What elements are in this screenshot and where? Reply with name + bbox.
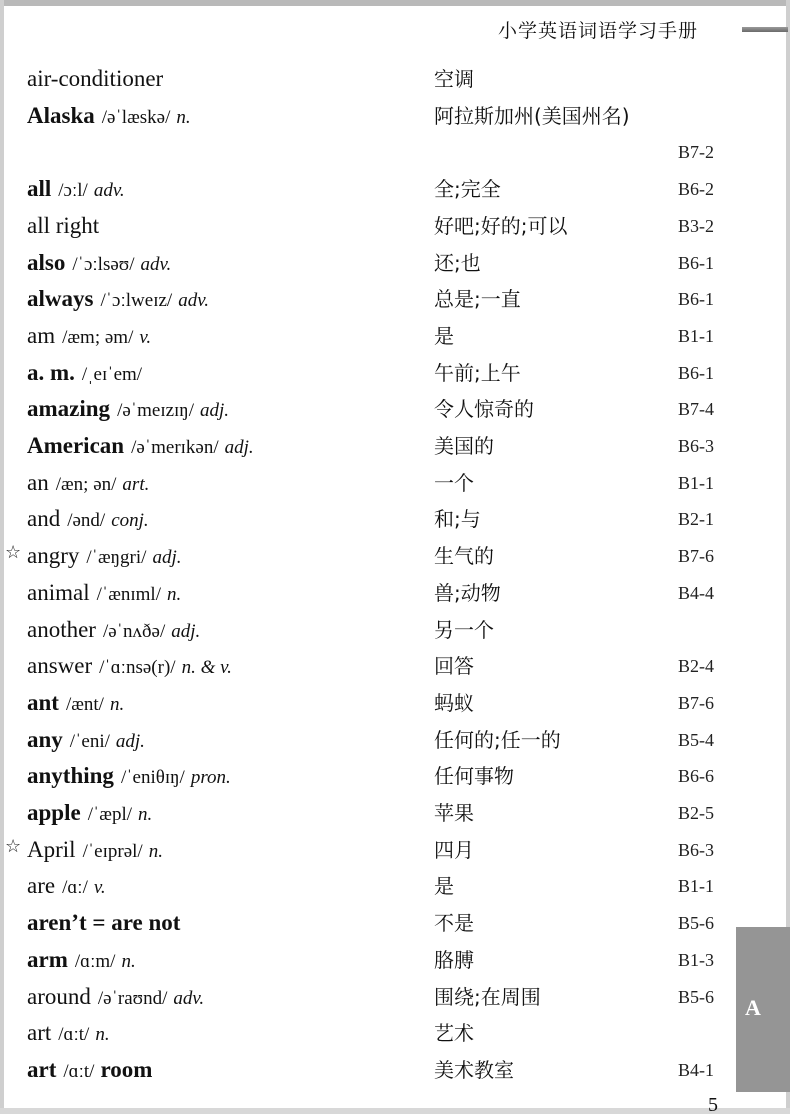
vocab-entry-row bbox=[0, 392, 790, 428]
chinese-meaning: 苹果 bbox=[434, 801, 474, 825]
entry-word-group bbox=[27, 613, 200, 649]
part-of-speech: n. bbox=[138, 804, 153, 825]
chinese-meaning: 胳膊 bbox=[434, 947, 474, 972]
chinese-meaning: 全;完全 bbox=[434, 177, 501, 202]
unit-reference: B5-4 bbox=[678, 729, 714, 750]
headword: angry bbox=[27, 543, 80, 569]
unit-reference: B1-1 bbox=[678, 325, 714, 346]
chinese-meaning: 美国的 bbox=[434, 434, 494, 458]
vocab-entry-row bbox=[0, 723, 790, 759]
vocab-entry-row bbox=[0, 906, 790, 942]
unit-reference: B7-4 bbox=[678, 399, 714, 420]
entry-word-group bbox=[27, 759, 231, 795]
chinese-meaning: 四月 bbox=[434, 837, 474, 862]
headword: are bbox=[27, 873, 56, 899]
headword: amazing bbox=[27, 396, 111, 422]
vocab-entry-row bbox=[0, 429, 790, 465]
part-of-speech: adj. bbox=[224, 437, 254, 458]
chinese-meaning: 午前;上午 bbox=[434, 360, 521, 385]
unit-reference: B6-1 bbox=[678, 252, 714, 273]
headword: air-conditioner bbox=[27, 66, 164, 91]
part-of-speech: n. bbox=[176, 106, 191, 128]
part-of-speech: adv. bbox=[173, 987, 205, 1009]
vocab-entry-row bbox=[0, 172, 790, 208]
headword: apple bbox=[27, 800, 81, 825]
phonetic-transcription: /ˈɔːlweɪz/ bbox=[100, 290, 173, 312]
vocab-entry-row bbox=[0, 246, 790, 282]
entry-word-group bbox=[27, 319, 151, 355]
phonetic-transcription: /ˈɔːlsəʊ/ bbox=[72, 253, 135, 275]
chinese-meaning: 不是 bbox=[434, 911, 474, 936]
phonetic-transcription: /æn; ən/ bbox=[55, 473, 117, 495]
phonetic-transcription: /ˈæpl/ bbox=[87, 804, 133, 825]
vocab-entry-row bbox=[0, 943, 790, 979]
headword: aren’t = are not bbox=[27, 910, 181, 936]
phonetic-transcription: /ɑːt/ bbox=[58, 1024, 90, 1046]
headword: any bbox=[27, 726, 63, 752]
phonetic-transcription: /ɑːt/ bbox=[63, 1060, 95, 1082]
vocab-entry-row bbox=[0, 1016, 790, 1052]
entry-word-group bbox=[27, 246, 171, 282]
chinese-meaning: 空调 bbox=[434, 67, 474, 91]
part-of-speech: adj. bbox=[152, 547, 182, 569]
phonetic-transcription: /əˈlæskə/ bbox=[101, 106, 171, 128]
unit-reference: B6-2 bbox=[678, 179, 714, 200]
chinese-meaning: 是 bbox=[434, 323, 454, 348]
phonetic-transcription: /əˈnʌðə/ bbox=[102, 620, 166, 642]
vocab-entry-row bbox=[0, 759, 790, 795]
part-of-speech: art. bbox=[122, 473, 150, 495]
vocab-entry-row bbox=[0, 649, 790, 685]
chinese-meaning: 阿拉斯加州(美国州名) bbox=[434, 103, 630, 128]
part-of-speech: adj. bbox=[199, 400, 230, 422]
phonetic-transcription: /ˈeniθɪŋ/ bbox=[120, 767, 185, 789]
part-of-speech: adv. bbox=[93, 180, 125, 202]
chinese-meaning: 令人惊奇的 bbox=[434, 397, 534, 422]
headword: Alaska bbox=[27, 102, 95, 128]
chinese-meaning: 另一个 bbox=[434, 617, 494, 642]
part-of-speech: adj. bbox=[171, 620, 201, 642]
part-of-speech: room bbox=[100, 1056, 153, 1082]
unit-reference: B4-1 bbox=[678, 1059, 714, 1080]
headword: and bbox=[27, 506, 61, 532]
headword: art bbox=[27, 1020, 52, 1046]
phonetic-transcription: /ɔːl/ bbox=[58, 180, 88, 202]
headword: anything bbox=[27, 763, 114, 789]
chinese-meaning: 蚂蚁 bbox=[434, 690, 474, 715]
unit-reference: B1-1 bbox=[678, 472, 714, 493]
chinese-meaning: 还;也 bbox=[434, 250, 481, 275]
vocab-entry-row bbox=[0, 209, 790, 245]
vocab-entry-row bbox=[0, 356, 790, 392]
chinese-meaning: 一个 bbox=[434, 470, 474, 495]
entry-word-group bbox=[27, 576, 181, 612]
part-of-speech: n. & v. bbox=[181, 657, 232, 679]
part-of-speech: v. bbox=[139, 326, 152, 348]
phonetic-transcription: /ɑː/ bbox=[62, 877, 88, 899]
part-of-speech: n. bbox=[167, 583, 182, 605]
chinese-meaning: 和;与 bbox=[434, 507, 481, 532]
headword: all bbox=[27, 176, 52, 202]
entry-word-group bbox=[27, 502, 149, 538]
headword: April bbox=[27, 836, 76, 862]
entry-word-group bbox=[27, 466, 149, 502]
phonetic-transcription: /ɑːm/ bbox=[74, 950, 116, 972]
chinese-meaning: 任何事物 bbox=[434, 764, 514, 789]
vocab-entry-row bbox=[0, 869, 790, 905]
entry-word-group bbox=[27, 539, 181, 575]
headword: an bbox=[27, 469, 49, 495]
headword: a. m. bbox=[27, 359, 75, 385]
phonetic-transcription: /ˈænɪml/ bbox=[96, 583, 161, 605]
part-of-speech: adv. bbox=[140, 253, 172, 275]
running-header-title: 小学英语词语学习手册 bbox=[498, 20, 699, 42]
vocab-entry-row bbox=[0, 796, 790, 832]
entry-word-group bbox=[27, 62, 163, 96]
chinese-meaning: 回答 bbox=[434, 654, 474, 679]
unit-reference: B6-6 bbox=[678, 766, 714, 787]
vocab-entry-row bbox=[0, 980, 790, 1016]
unit-reference: B7-6 bbox=[678, 692, 714, 713]
star-mark-icon: ☆ bbox=[5, 542, 22, 564]
chinese-meaning: 好吧;好的;可以 bbox=[434, 213, 568, 238]
headword: all right bbox=[27, 212, 100, 238]
phonetic-transcription: /ˈeɪprəl/ bbox=[82, 840, 143, 862]
headword: around bbox=[27, 983, 91, 1009]
vocab-entry-row bbox=[0, 466, 790, 502]
entry-word-group bbox=[27, 796, 152, 832]
unit-reference: B7-2 bbox=[678, 142, 714, 163]
entry-word-group bbox=[27, 1016, 110, 1052]
chinese-meaning: 任何的;任一的 bbox=[434, 727, 561, 752]
part-of-speech: n. bbox=[109, 693, 125, 715]
chinese-meaning: 兽;动物 bbox=[434, 580, 501, 605]
unit-reference: B7-6 bbox=[678, 546, 714, 567]
unit-reference: B6-3 bbox=[678, 436, 714, 456]
entry-word-group bbox=[27, 943, 136, 979]
unit-reference: B1-3 bbox=[678, 949, 714, 970]
headword: ant bbox=[27, 689, 59, 715]
part-of-speech: n. bbox=[95, 1024, 110, 1046]
phonetic-transcription: /ənd/ bbox=[67, 510, 106, 532]
phonetic-transcription: /æm; əm/ bbox=[62, 326, 134, 348]
unit-reference: B2-5 bbox=[678, 803, 714, 823]
part-of-speech: v. bbox=[93, 877, 106, 899]
entry-word-group bbox=[27, 429, 254, 465]
entry-word-group bbox=[27, 356, 142, 392]
part-of-speech: n. bbox=[121, 950, 136, 972]
entry-word-group bbox=[27, 1053, 152, 1089]
headword: also bbox=[27, 249, 66, 275]
headword: another bbox=[27, 616, 96, 642]
phonetic-transcription: /əˈmerɪkən/ bbox=[131, 437, 219, 458]
unit-reference: B2-4 bbox=[678, 656, 714, 677]
vocab-entry-row bbox=[0, 686, 790, 722]
headword: animal bbox=[27, 579, 90, 605]
phonetic-transcription: /əˈraʊnd/ bbox=[97, 987, 168, 1009]
vocab-entry-row bbox=[0, 833, 790, 869]
section-tab-letter: A bbox=[745, 995, 761, 1020]
page-number: 5 bbox=[708, 1094, 718, 1116]
entry-word-group bbox=[27, 686, 124, 722]
entry-word-group bbox=[27, 99, 191, 135]
part-of-speech: adj. bbox=[115, 730, 145, 752]
headword: am bbox=[27, 322, 56, 348]
unit-reference: B3-2 bbox=[678, 215, 714, 236]
headword: art bbox=[27, 1056, 57, 1082]
part-of-speech: adv. bbox=[178, 290, 209, 312]
entry-word-group bbox=[27, 980, 204, 1016]
unit-reference: B6-1 bbox=[678, 362, 714, 383]
unit-reference: B4-4 bbox=[678, 582, 714, 603]
vocab-entry-row bbox=[0, 576, 790, 612]
unit-reference: B5-6 bbox=[678, 986, 714, 1007]
chinese-meaning: 总是;一直 bbox=[434, 287, 521, 312]
unit-reference: B5-6 bbox=[678, 913, 714, 934]
part-of-speech: conj. bbox=[111, 510, 149, 532]
vocab-entry-row bbox=[0, 62, 790, 98]
phonetic-transcription: /ˈɑːnsə(r)/ bbox=[99, 657, 176, 679]
phonetic-transcription: /əˈmeɪzɪŋ/ bbox=[117, 400, 194, 422]
entry-word-group bbox=[27, 209, 99, 243]
entry-word-group bbox=[27, 906, 180, 940]
part-of-speech: n. bbox=[148, 840, 163, 862]
entry-word-group bbox=[27, 869, 106, 905]
chinese-meaning: 美术教室 bbox=[434, 1057, 514, 1082]
vocab-entry-row bbox=[0, 502, 790, 538]
phonetic-transcription: /ænt/ bbox=[65, 693, 104, 715]
chinese-meaning: 围绕;在周围 bbox=[434, 984, 541, 1009]
chinese-meaning: 艺术 bbox=[434, 1021, 474, 1046]
entry-word-group bbox=[27, 172, 125, 208]
vocab-entry-row bbox=[0, 319, 790, 355]
vocab-entry-row bbox=[0, 539, 790, 575]
vocab-entry-row bbox=[0, 1053, 790, 1089]
chinese-meaning: 生气的 bbox=[434, 544, 494, 569]
headword: always bbox=[27, 286, 94, 312]
unit-reference: B2-1 bbox=[678, 509, 714, 530]
scan-border-top bbox=[0, 0, 790, 6]
phonetic-transcription: /ˈæŋgri/ bbox=[86, 547, 147, 569]
unit-reference: B1-1 bbox=[678, 876, 714, 897]
entry-word-group bbox=[27, 833, 163, 869]
vocab-entry-row bbox=[0, 282, 790, 318]
scan-border-bottom bbox=[0, 1108, 790, 1114]
entry-word-group bbox=[27, 649, 232, 685]
unit-reference: B6-3 bbox=[678, 839, 714, 860]
headword: arm bbox=[27, 946, 68, 972]
phonetic-transcription: /ˌeɪˈem/ bbox=[81, 363, 143, 385]
headword: answer bbox=[27, 653, 93, 679]
phonetic-transcription: /ˈeni/ bbox=[69, 730, 110, 752]
chinese-meaning: 是 bbox=[434, 874, 454, 899]
vocab-entry-row bbox=[0, 613, 790, 649]
vocab-entry-row bbox=[0, 135, 790, 171]
entry-word-group bbox=[27, 723, 145, 759]
part-of-speech: pron. bbox=[190, 767, 231, 789]
entry-word-group bbox=[27, 392, 229, 428]
entry-word-group bbox=[27, 282, 209, 318]
star-mark-icon: ☆ bbox=[5, 835, 22, 857]
headword: American bbox=[27, 433, 125, 458]
unit-reference: B6-1 bbox=[678, 289, 714, 310]
vocab-entry-row bbox=[0, 99, 790, 135]
header-decorative-bar bbox=[742, 27, 788, 32]
